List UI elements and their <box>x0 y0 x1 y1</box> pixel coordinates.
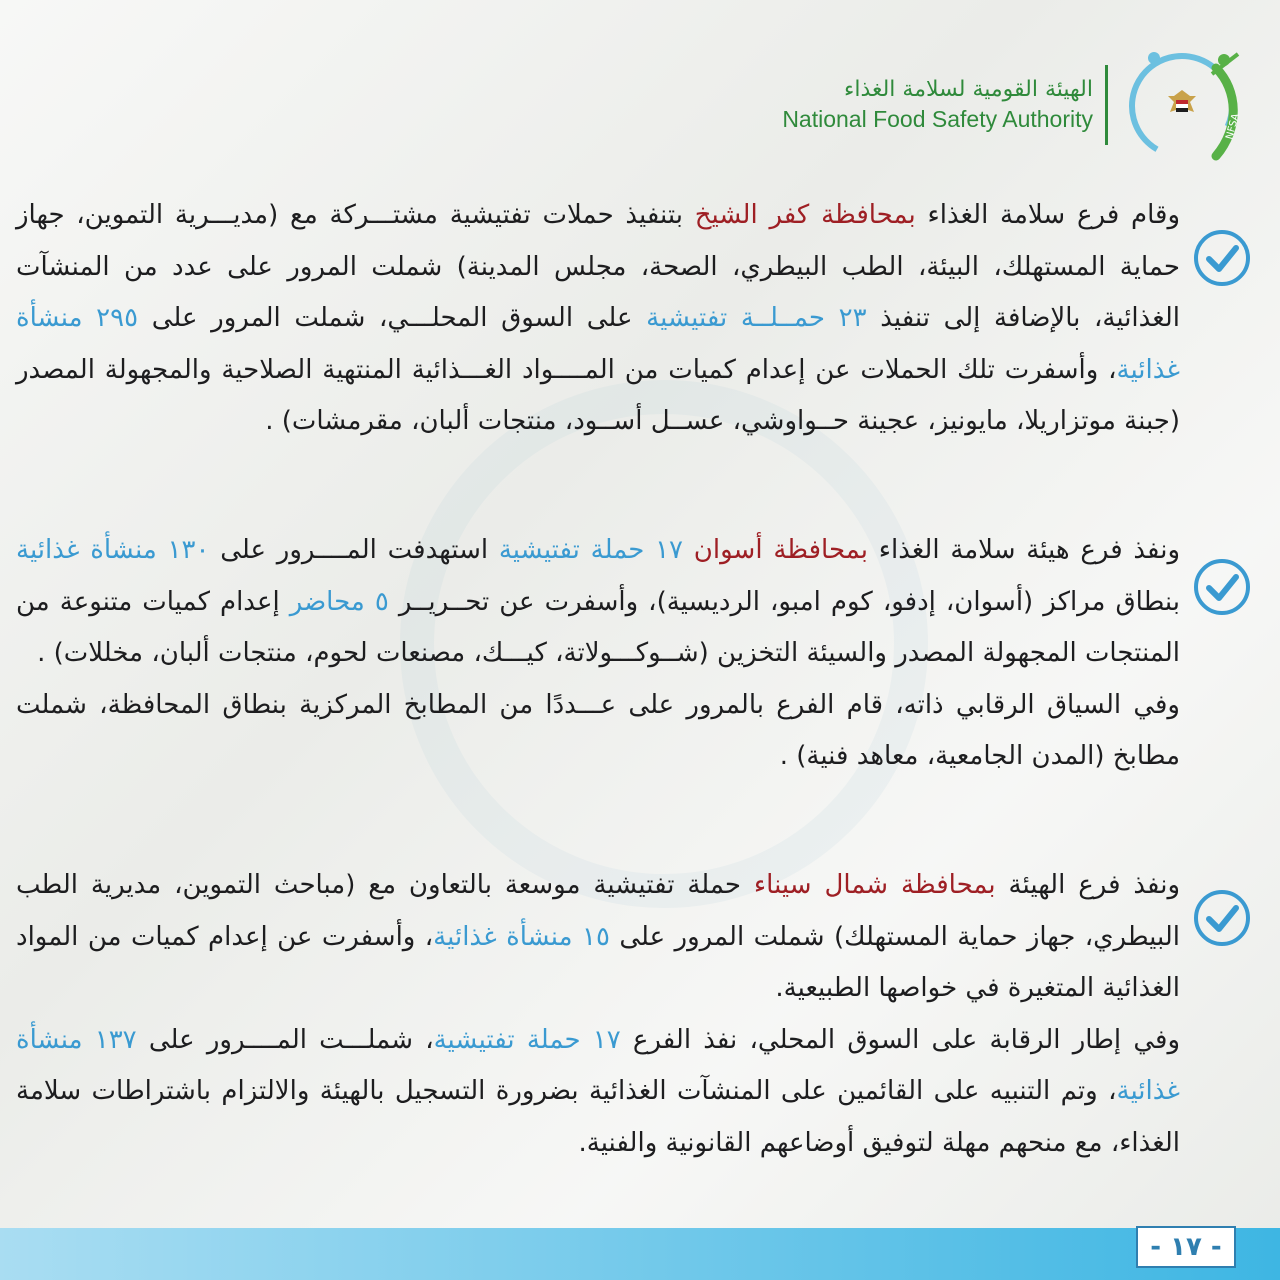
facility-count: ٢٩٥ منشأة غذائية <box>16 303 1180 385</box>
campaign-count: ٢٣ حمــلــة تفتيشية <box>646 303 867 333</box>
paragraph: ونفذ فرع الهيئة بمحافظة شمال سيناء حملة تفتيشية موسعة بالتعاون مع (مباحث التموين، مديرية الطب البيطري، جهاز حماية المستهلك) شملت المرور على ١٥ منشأة غذائية، وأسفرت عن إعدام كميات من المواد الغذائية المتغيرة في خواصها الطبيعية. <box>16 870 1181 1003</box>
section-north-sinai <box>16 860 1180 1169</box>
section-kafr-el-sheikh <box>16 190 1180 448</box>
svg-text:NFSA: NFSA <box>1224 112 1242 141</box>
brand-name-ar: الهيئة القومية لسلامة الغذاء <box>843 77 1093 102</box>
check-circle-icon <box>1192 228 1252 288</box>
footer-bar <box>0 1228 1280 1280</box>
facility-count: ١٥ منشأة غذائية <box>433 921 610 952</box>
brand-block <box>782 77 1093 133</box>
header <box>782 40 1250 170</box>
nfsa-logo <box>1120 40 1250 170</box>
paragraph: وفي إطار الرقابة على السوق المحلي، نفذ الفرع ١٧ حملة تفتيشية، شملـــت المــــرور على ١٣٧ منشأة غذائية، وتم التنبيه على القائمين على المنشآت الغذائية بضرورة التسجيل بالهيئة والالتزام باشتراطات سلامة الغذاء، مع منحهم مهلة لتوفيق أوضاعهم القانونية والفنية. <box>16 1024 1180 1158</box>
page-number: - ١٧ - <box>1136 1226 1236 1268</box>
check-circle-icon <box>1192 557 1252 617</box>
reports-count: ٥ محاضر <box>289 586 389 617</box>
section-aswan <box>16 525 1180 783</box>
governorate-highlight: بمحافظة كفر الشيخ <box>694 200 916 230</box>
paragraph: وفي السياق الرقابي ذاته، قام الفرع بالمرور على عـــددًا من المطابخ المركزية بنطاق المحافظة، شملت مطابخ (المدن الجامعية، معاهد فنية) . <box>16 689 1180 771</box>
governorate-highlight: بمحافظة أسوان <box>693 535 868 565</box>
brand-name-en: National Food Safety Authority <box>782 106 1093 132</box>
campaign-count: ١٧ حملة تفتيشية <box>498 535 684 565</box>
paragraph: ونفذ فرع هيئة سلامة الغذاء بمحافظة أسوان ١٧ حملة تفتيشية استهدفت المــــرور على ١٣٠ منشأة غذائية بنطاق مراكز (أسوان، إدفو، كوم امبو، الرديسية)، وأسفرت عن تحــريــر ٥ محاضر إعدام كميات متنوعة من المنتجات المجهولة المصدر والسيئة التخزين (شــوكـــولاتة، كيـــك، مصنعات لحوم، منتجات ألبان، مخللات) . <box>16 535 1180 668</box>
header-divider <box>1105 65 1108 145</box>
facility-count: ١٣٠ منشأة غذائية <box>16 535 210 565</box>
facility-count: ١٣٧ منشأة غذائية <box>16 1024 1180 1106</box>
paragraph: وقام فرع سلامة الغذاء بمحافظة كفر الشيخ بتنفيذ حملات تفتيشية مشتـــركة مع (مديـــرية التموين، جهاز حماية المستهلك، البيئة، الطب البيطري، الصحة، مجلس المدينة) شملت المرور على عدد من المنشآت الغذائية، بالإضافة إلى تنفيذ ٢٣ حمــلــة تفتيشية على السوق المحلـــي، شملت المرور على ٢٩٥ منشأة غذائية، وأسفرت تلك الحملات عن إعدام كميات من المــــواد الغـــذائية المنتهية الصلاحية والمجهولة المصدر (جبنة موتزاريلا، مايونيز، عجينة حــواوشي، عســل أســود، منتجات ألبان، مقرمشات) . <box>16 200 1180 436</box>
campaign-count: ١٧ حملة تفتيشية <box>433 1024 621 1055</box>
check-circle-icon <box>1192 888 1252 948</box>
governorate-highlight: بمحافظة شمال سيناء <box>753 870 996 900</box>
